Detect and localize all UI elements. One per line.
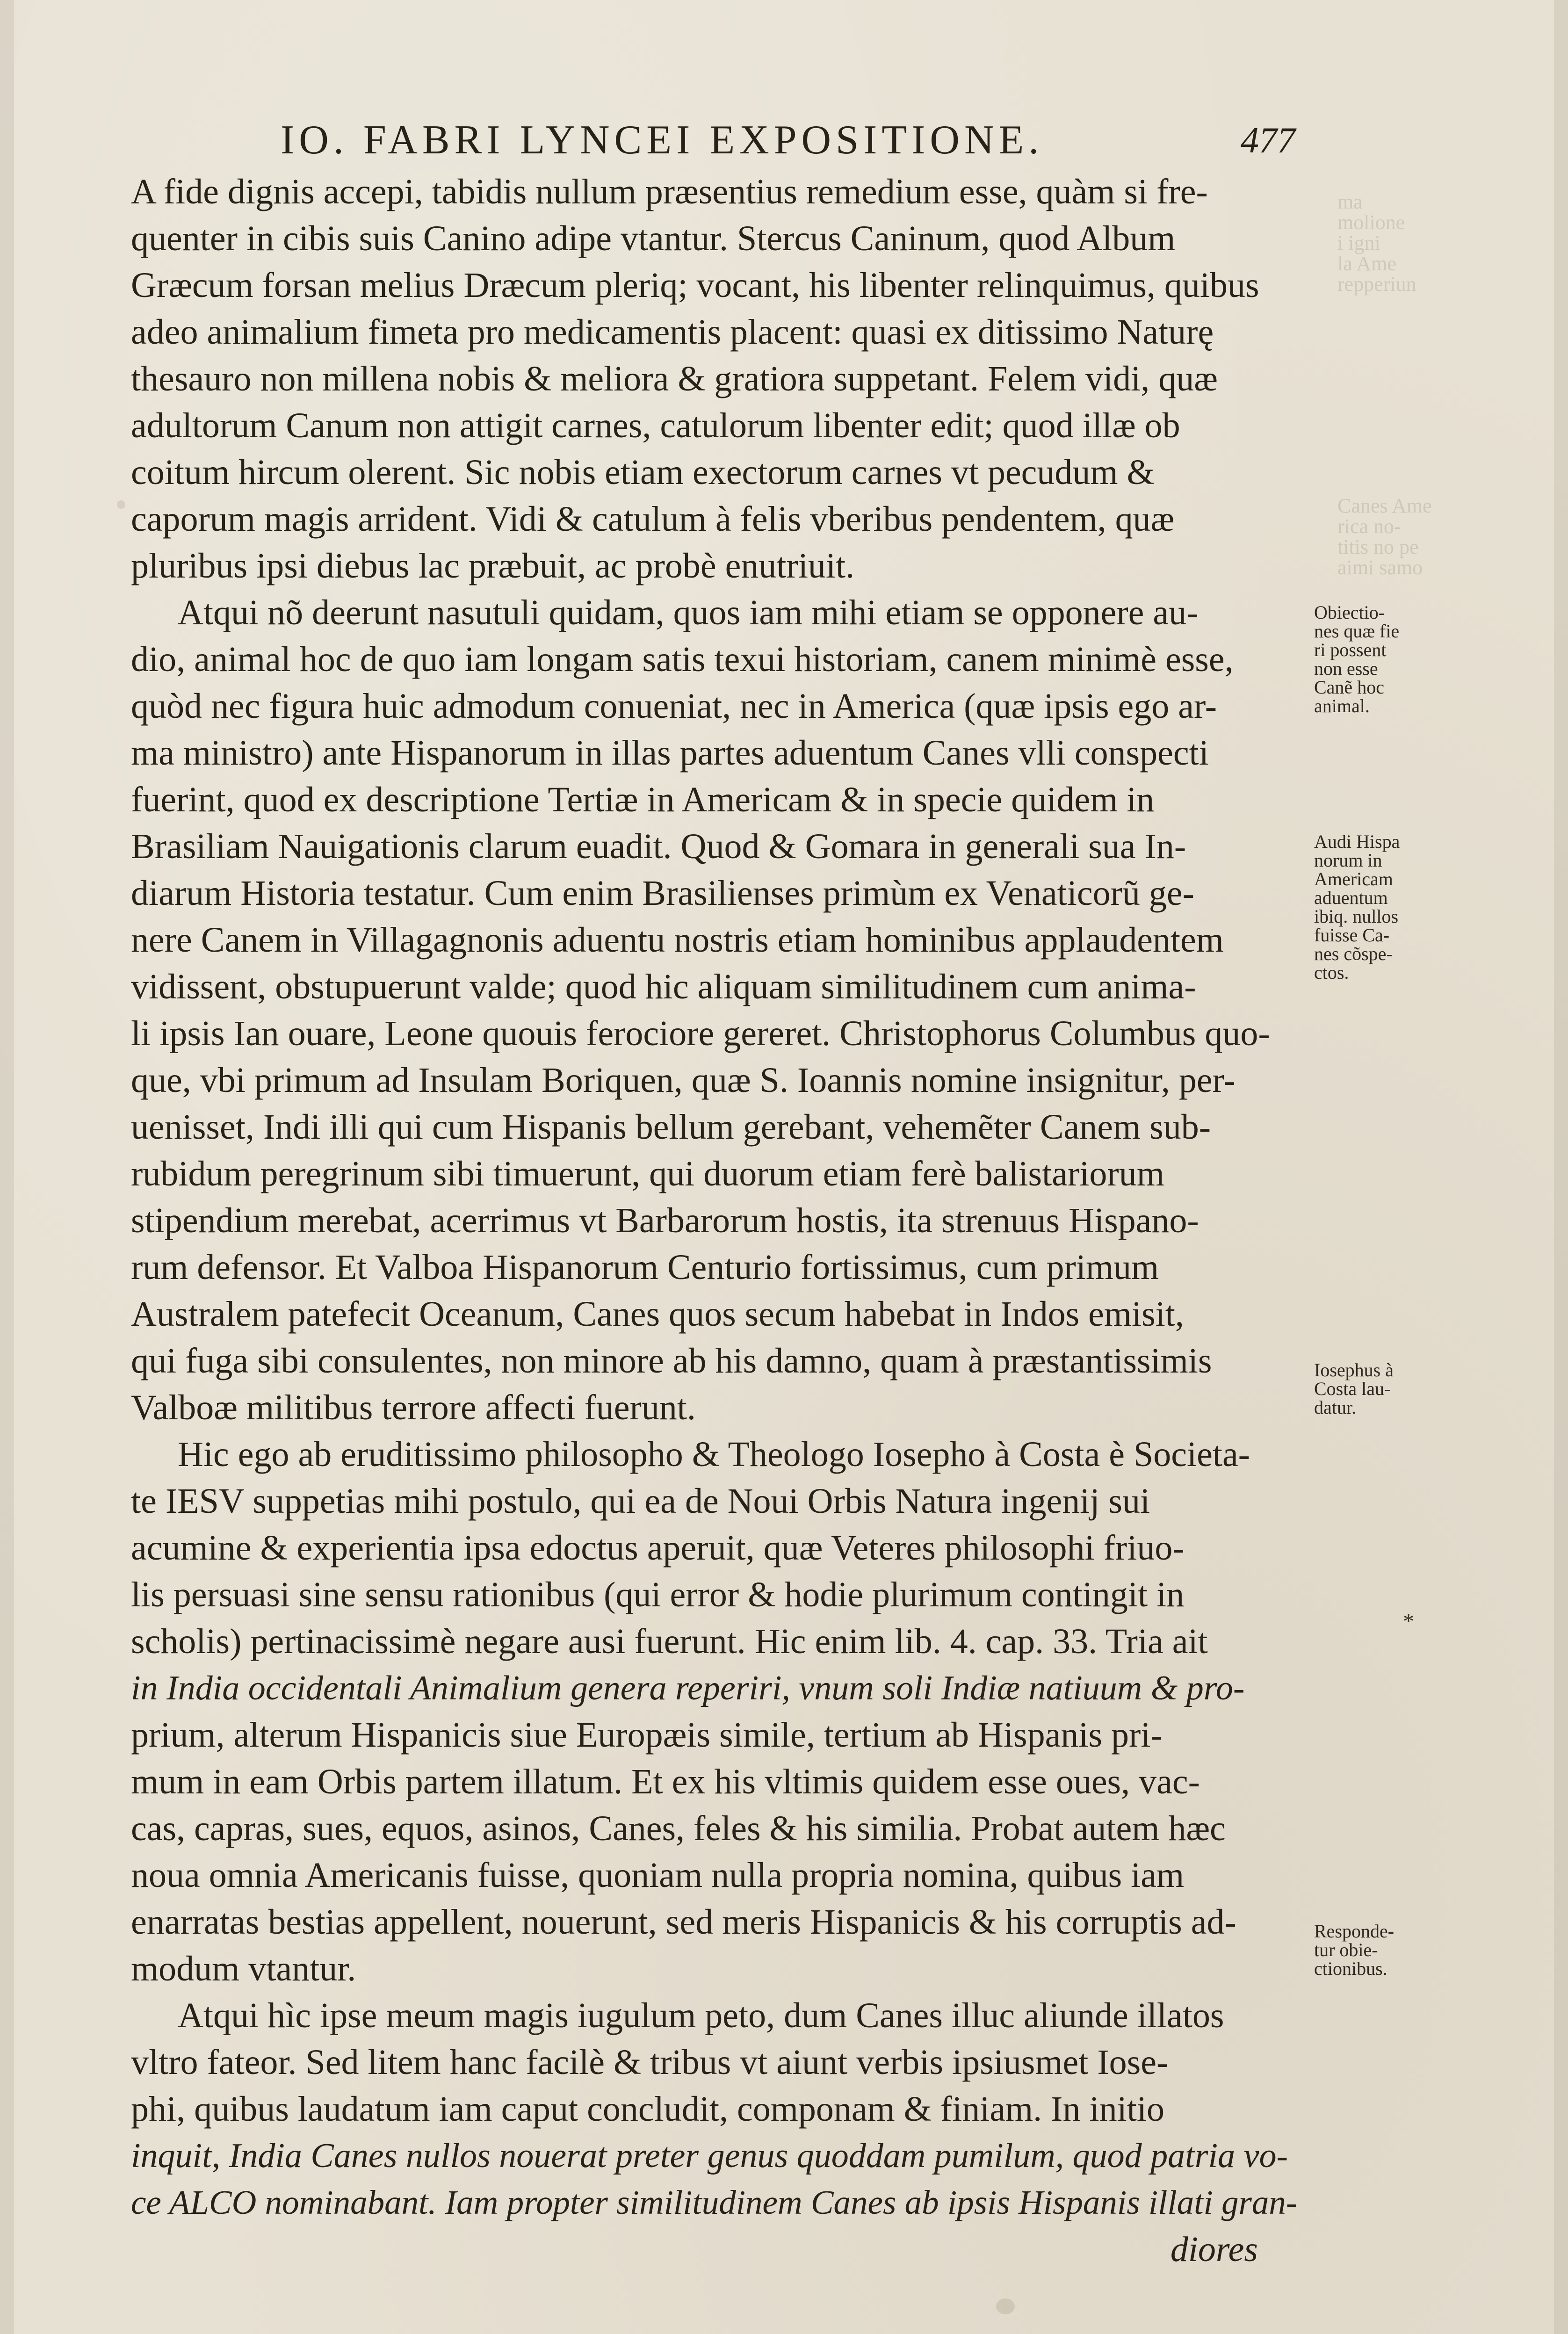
note-line: Americam [1314, 868, 1393, 889]
running-title: IO. FABRI LYNCEI EXPOSITIONE. [281, 117, 1044, 163]
note-line: Obiectio- [1314, 602, 1385, 623]
text-line: Valboæ militibus terrore affecti fuerunt. [131, 1388, 696, 1427]
ink-spot [996, 2298, 1015, 2314]
note-line: Audi Hispa [1314, 831, 1400, 852]
text-line: Hic ego ab eruditissimo philosopho & Theologo Iosepho à Costa è Societa- [178, 1435, 1250, 1474]
text-line: quenter in cibis suis Canino adipe vtantur. Stercus Caninum, quod Album [131, 219, 1176, 258]
page-number: 477 [1241, 120, 1295, 160]
text-line: phi, quibus laudatum iam caput concludit, componam & finiam. In initio [131, 2089, 1164, 2129]
text-line: cas, capras, sues, equos, asinos, Canes, feles & his similia. Probat autem hæc [131, 1809, 1226, 1848]
marginal-note [1314, 832, 1454, 982]
text-line: A fide dignis accepi, tabidis nullum præsentius remedium esse, quàm si fre- [131, 172, 1208, 211]
note-line: non esse [1314, 658, 1378, 679]
note-line: datur. [1314, 1397, 1356, 1418]
text-line: dio, animal hoc de quo iam longam satis texui historiam, canem minimè esse, [131, 640, 1234, 679]
text-line: modum vtantur. [131, 1949, 356, 1988]
text-line: vltro fateor. Sed litem hanc facilè & tribus vt aiunt verbis ipsiusmet Iose- [131, 2043, 1169, 2082]
text-line: ma ministro) ante Hispanorum in illas partes aduentum Canes vlli conspecti [131, 733, 1209, 773]
marginal-note [1314, 1361, 1454, 1417]
note-line: ibiq. nullos [1314, 906, 1399, 927]
text-line: vidissent, obstupuerunt valde; quod hic aliquam similitudinem cum anima- [131, 967, 1196, 1006]
show-through-line: ma [1337, 190, 1363, 213]
text-line: pluribus ipsi diebus lac præbuit, ac probè enutriuit. [131, 546, 855, 585]
show-through-line: repperiun [1337, 273, 1416, 296]
text-line: te IESV suppetias mihi postulo, qui ea de Noui Orbis Natura ingenij sui [131, 1481, 1150, 1521]
text-line: rubidum peregrinum sibi timuerunt, qui duorum etiam ferè balistariorum [131, 1154, 1164, 1193]
text-line: li ipsis Ian ouare, Leone quouis ferociore gereret. Christophorus Columbus quo- [131, 1014, 1270, 1053]
note-line: aduentum [1314, 887, 1388, 908]
note-line: nes cõspe- [1314, 943, 1393, 964]
running-head [281, 112, 1295, 168]
text-line: Brasiliam Nauigationis clarum euadit. Quod & Gomara in generali sua In- [131, 827, 1186, 866]
text-line: enarratas bestias appellent, nouerunt, sed meris Hispanicis & his corruptis ad- [131, 1902, 1236, 1942]
text-line: Græcum forsan melius Dræcum pleriq; vocant, his libenter relinquimus, quibus [131, 266, 1259, 305]
text-line: inquit, India Canes nullos nouerat preter genus quoddam pumilum, quod patria vo- [131, 2137, 1288, 2175]
text-line: in India occidentali Animalium genera reperiri, vnum soli Indiæ natiuum & pro- [131, 1669, 1245, 1707]
marginal-note [1314, 1922, 1454, 1978]
text-line: quòd nec figura huic admodum conueniat, nec in America (quæ ipsis ego ar- [131, 686, 1217, 726]
note-line: Canẽ hoc [1314, 677, 1384, 698]
show-through-line: Canes Ame [1337, 494, 1432, 517]
note-line: Responde- [1314, 1921, 1395, 1942]
show-through-line: la Ame [1337, 252, 1396, 275]
text-line: stipendium merebat, acerrimus vt Barbarorum hostis, ita strenuus Hispano- [131, 1201, 1199, 1240]
text-line: Atqui nõ deerunt nasutuli quidam, quos iam mihi etiam se opponere au- [178, 593, 1199, 632]
body-text [131, 168, 1305, 2273]
text-line: fuerint, quod ex descriptione Tertiæ in Americam & in specie quidem in [131, 780, 1155, 819]
text-line: prium, alterum Hispanicis siue Europæis simile, tertium ab Hispanis pri- [131, 1715, 1163, 1755]
show-through-line: rica no- [1337, 515, 1401, 538]
text-line: caporum magis arrident. Vidi & catulum à felis vberibus pendentem, quæ [131, 499, 1175, 539]
text-line: thesauro non millena nobis & meliora & gratiora suppetant. Felem vidi, quæ [131, 359, 1218, 398]
note-line: ctos. [1314, 962, 1349, 983]
text-line: adultorum Canum non attigit carnes, catulorum libenter edit; quod illæ ob [131, 406, 1180, 445]
text-line: diarum Historia testatur. Cum enim Brasilienses primùm ex Venaticorũ ge- [131, 874, 1194, 913]
ink-spot [117, 500, 125, 509]
note-line: norum in [1314, 850, 1382, 871]
text-line: Australem patefecit Oceanum, Canes quos secum habebat in Indos emisit, [131, 1294, 1184, 1334]
text-line: qui fuga sibi consulentes, non minore ab his damno, quam à præstantissimis [131, 1341, 1212, 1380]
text-line: scholis) pertinacissimè negare ausi fuerunt. Hic enim lib. 4. cap. 33. Tria ait [131, 1622, 1208, 1661]
text-line: noua omnia Americanis fuisse, quoniam nulla propria nomina, quibus iam [131, 1856, 1185, 1895]
show-through-text [1337, 496, 1432, 578]
note-line: ctionibus. [1314, 1958, 1387, 1979]
note-line: animal. [1314, 695, 1370, 716]
note-line: Iosephus à [1314, 1359, 1394, 1380]
marginal-note [1314, 603, 1454, 715]
text-line: rum defensor. Et Valboa Hispanorum Centurio fortissimus, cum primum [131, 1248, 1159, 1287]
text-line: lis persuasi sine sensu rationibus (qui error & hodie plurimum contingit in [131, 1575, 1185, 1614]
catchword: diores [1170, 2230, 1258, 2269]
note-line: Costa lau- [1314, 1378, 1391, 1399]
show-through-line: aimi samo [1337, 556, 1423, 579]
text-line: ce ALCO nominabant. Iam propter similitudinem Canes ab ipsis Hispanis illati gran- [131, 2183, 1298, 2221]
page-edge [1554, 0, 1568, 2334]
note-line: nes quæ fie [1314, 621, 1400, 642]
margin-notes [1314, 0, 1454, 2334]
show-through-line: titis no pe [1337, 535, 1419, 558]
text-line: Atqui hìc ipse meum magis iugulum peto, dum Canes illuc aliunde illatos [178, 1996, 1224, 2035]
note-line: ri possent [1314, 639, 1387, 660]
text-line: acumine & experientia ipsa edoctus aperuit, quæ Veteres philosophi friuo- [131, 1528, 1185, 1568]
text-line: adeo animalium fimeta pro medicamentis placent: quasi ex ditissimo Naturę [131, 312, 1214, 352]
text-line: mum in eam Orbis partem illatum. Et ex his vltimis quidem esse oues, vac- [131, 1762, 1200, 1801]
show-through-line: i igni [1337, 231, 1380, 254]
marginal-mark: * [1403, 1609, 1414, 1634]
text-line: coitum hircum olerent. Sic nobis etiam exectorum carnes vt pecudum & [131, 453, 1155, 492]
show-through-line: molione [1337, 211, 1405, 234]
note-line: fuisse Ca- [1314, 925, 1390, 946]
text-line: nere Canem in Villagagnonis aduentu nostris etiam hominibus applaudentem [131, 920, 1224, 960]
text-line: uenisset, Indi illi qui cum Hispanis bellum gerebant, vehemẽter Canem sub- [131, 1107, 1211, 1147]
show-through-text [1337, 192, 1416, 295]
page-edge [0, 0, 14, 2334]
note-line: tur obie- [1314, 1939, 1378, 1960]
text-line: que, vbi primum ad Insulam Boriquen, quæ S. Ioannis nomine insignitur, per- [131, 1061, 1236, 1100]
